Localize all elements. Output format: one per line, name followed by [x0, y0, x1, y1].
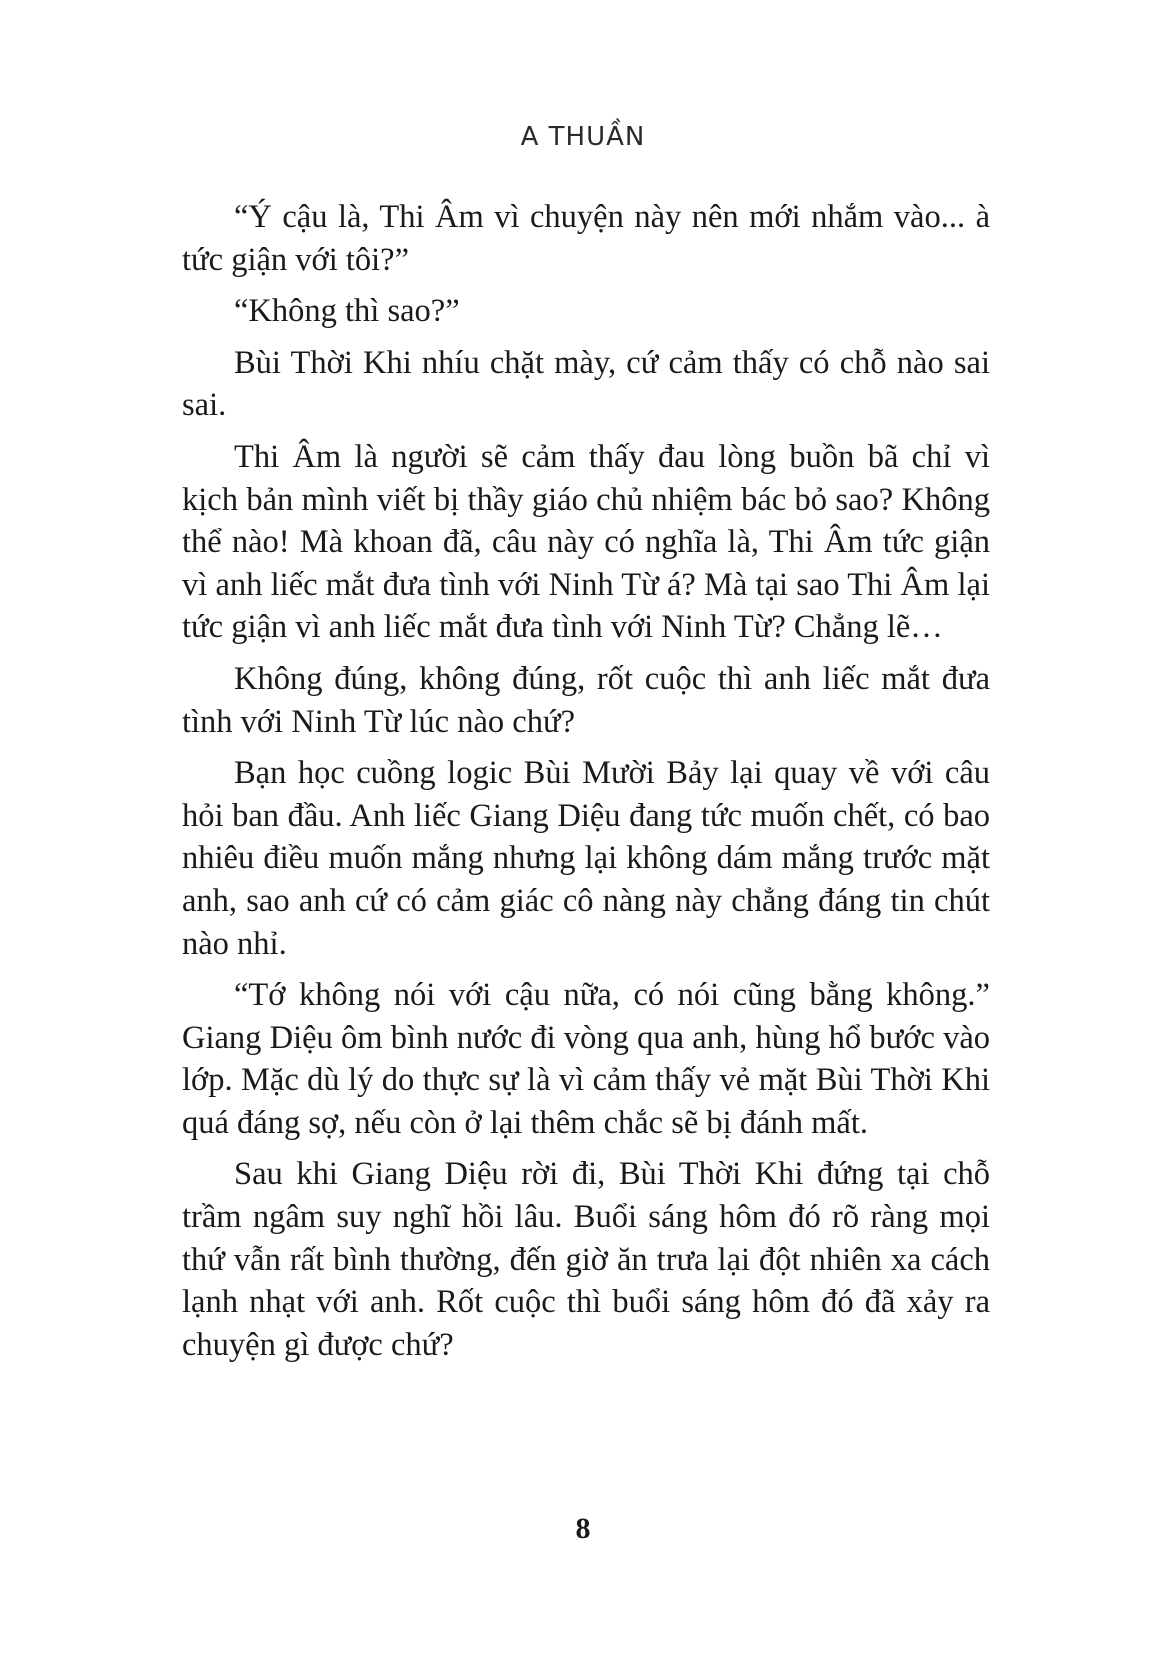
paragraph: Không đúng, không đúng, rốt cuộc thì anh liếc mắt đưa tình với Ninh Từ lúc nào chứ? — [182, 660, 990, 740]
paragraph: Bạn học cuồng logic Bùi Mười Bảy lại quay về với câu hỏi ban đầu. Anh liếc Giang Diệu đang tức muốn chết, có bao nhiêu điều muốn mắng nhưng lại không dám mắng trước mặt anh, sao anh cứ có cảm giác cô nàng này chẳng đáng tin chút nào nhỉ. — [182, 755, 990, 962]
body-text — [182, 196, 990, 1375]
paragraph: “Ý cậu là, Thi Âm vì chuyện này nên mới nhắm vào... à tức giận với tôi?” — [182, 199, 990, 278]
running-head-title: A THUẦN — [520, 122, 646, 152]
paragraph: Thi Âm là người sẽ cảm thấy đau lòng buồn bã chỉ vì kịch bản mình viết bị thầy giáo chủ nhiệm bác bỏ sao? Không thể nào! Mà khoan đã, câu này có nghĩa là, Thi Âm tức giận vì anh liếc mắt đưa tình với Ninh Từ á? Mà tại sao Thi Âm lại tức giận vì anh liếc mắt đưa tình với Ninh Từ? Chẳng lẽ… — [182, 438, 990, 646]
page-number: 8 — [575, 1512, 591, 1545]
paragraph: Sau khi Giang Diệu rời đi, Bùi Thời Khi đứng tại chỗ trầm ngâm suy nghĩ hồi lâu. Buổi sáng hôm đó rõ ràng mọi thứ vẫn rất bình thường, đến giờ ăn trưa lại đột nhiên xa cách lạnh nhạt với anh. Rốt cuộc thì buổi sáng hôm đó đã xảy ra chuyện gì được chứ? — [182, 1156, 990, 1363]
paragraph: “Không thì sao?” — [234, 293, 460, 330]
paragraph: “Tớ không nói với cậu nữa, có nói cũng bằng không.” Giang Diệu ôm bình nước đi vòng qua anh, hùng hổ bước vào lớp. Mặc dù lý do thực sự là vì cảm thấy vẻ mặt Bùi Thời Khi quá đáng sợ, nếu còn ở lại thêm chắc sẽ bị đánh mất. — [182, 977, 990, 1141]
paragraph: Bùi Thời Khi nhíu chặt mày, cứ cảm thấy có chỗ nào sai sai. — [182, 344, 990, 424]
